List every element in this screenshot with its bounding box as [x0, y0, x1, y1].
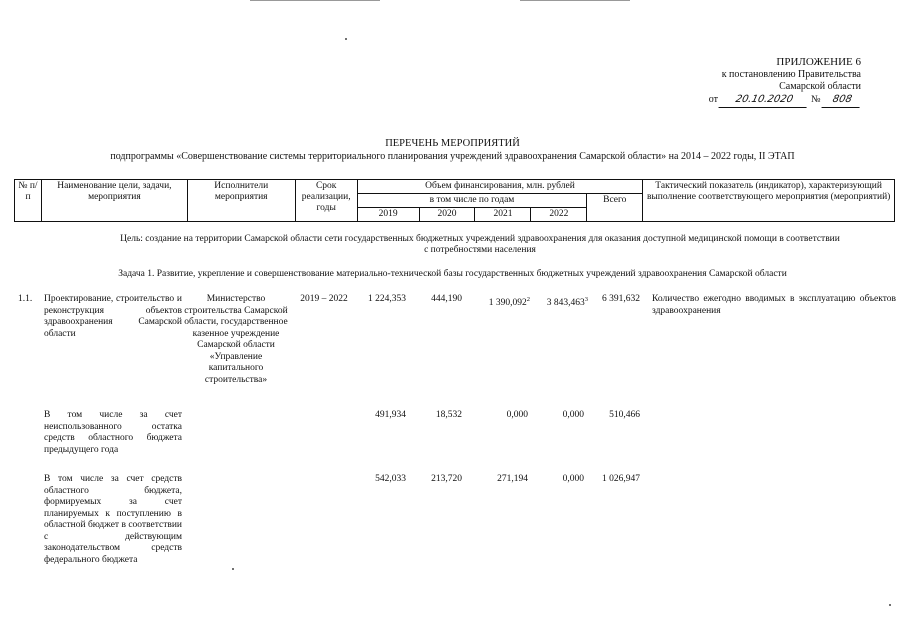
date-prefix: от	[708, 93, 718, 105]
appendix-title: ПРИЛОЖЕНИЕ 6	[776, 56, 861, 68]
row-value-2020: 18,532	[435, 410, 462, 420]
handwritten-number: 808	[822, 94, 863, 108]
row-value-2020: 444,190	[431, 294, 462, 304]
row-name: В том числе за счет средств областного бюджета, формируемых за счет планируемых к поступлению в областной бюджет в соответствии с действующим законодательством средств федерального бюджета	[44, 474, 182, 565]
row-value-2019: 542,033	[375, 474, 406, 484]
scan-edge-line	[520, 0, 630, 1]
appendix-line-1: к постановлению Правительства	[721, 68, 861, 80]
header-year-2021: 2021	[475, 208, 531, 222]
header-funding: Объем финансирования, млн. рублей	[357, 180, 643, 194]
number-label: №	[810, 93, 821, 105]
appendix-block	[641, 56, 861, 107]
row-value-2021	[472, 294, 530, 310]
handwritten-date: 20.10.2020	[719, 94, 810, 108]
row-value-total: 510,466	[609, 410, 640, 420]
row-name: В том числе за счет неиспользованного остатка средств областного бюджета предыдущего года	[44, 410, 182, 455]
scan-speck	[232, 568, 234, 570]
row-value-2019: 1 224,353	[368, 294, 406, 304]
row-period: 2019 – 2022	[300, 294, 348, 304]
document-subtitle: подпрограммы «Совершенствование системы территориального планирования учреждений здравоохранения Самарской области» на 2014 – 2022 годы, II ЭТАП	[110, 151, 795, 162]
document-title: ПЕРЕЧЕНЬ МЕРОПРИЯТИЙ	[385, 138, 520, 149]
footnote-2: 2	[526, 296, 530, 303]
header-by-year: в том числе по годам	[357, 194, 587, 208]
row-name: Проектирование, строительство и реконструкция объектов здравоохранения Самарской области	[44, 294, 182, 339]
header-indicator: Тактический показатель (индикатор), характеризующий выполнение соответствующего мероприятия (мероприятий)	[643, 180, 895, 222]
row-value-2021: 271,194	[497, 474, 528, 484]
scan-speck	[345, 38, 347, 40]
scan-edge-line	[250, 0, 380, 1]
row-value-total: 1 026,947	[602, 474, 640, 484]
scan-speck	[889, 604, 891, 606]
row-value-2020: 213,720	[431, 474, 462, 484]
goal-text: Цель: создание на территории Самарской области сети государственных бюджетных учреждений здравоохранения для оказания доступной медицинской помощи в соответствии с потребностями населения	[120, 234, 840, 255]
header-period: Срок реализации, годы	[295, 180, 357, 222]
row-value-2022	[528, 294, 588, 310]
header-executors: Исполнители мероприятия	[187, 180, 295, 222]
appendix-line-2: Самарской области	[779, 81, 861, 92]
row-value-total: 6 391,632	[602, 294, 640, 304]
row-value-2022: 0,000	[562, 410, 584, 420]
header-total: Всего	[587, 194, 643, 222]
appendix-date-line	[641, 94, 861, 108]
row-executor: Министерство строительства Самарской области, государственное казенное учреждение Самарской области «Управление капитального строительства»	[184, 294, 288, 385]
row-indicator: Количество ежегодно вводимых в эксплуатацию объектов здравоохранения	[652, 294, 896, 316]
row-value-2021: 0,000	[506, 410, 528, 420]
row-value-2019: 491,934	[375, 410, 406, 420]
header-year-2019: 2019	[357, 208, 419, 222]
header-year-2020: 2020	[419, 208, 475, 222]
row-value-2022: 0,000	[562, 474, 584, 484]
table-header	[14, 179, 895, 222]
row-number: 1.1.	[18, 294, 33, 304]
footnote-3: 3	[584, 296, 588, 303]
task-text: Задача 1. Развитие, укрепление и совершенствование материально-технической базы государственных бюджетных учреждений здравоохранения Самарской области	[118, 269, 787, 279]
header-year-2022: 2022	[531, 208, 587, 222]
header-number: № п/п	[15, 180, 42, 222]
row-value-2022-amount: 3 843,463	[546, 298, 585, 309]
header-name: Наименование цели, задачи, мероприятия	[41, 180, 187, 222]
row-value-2021-amount: 1 390,092	[488, 298, 527, 309]
